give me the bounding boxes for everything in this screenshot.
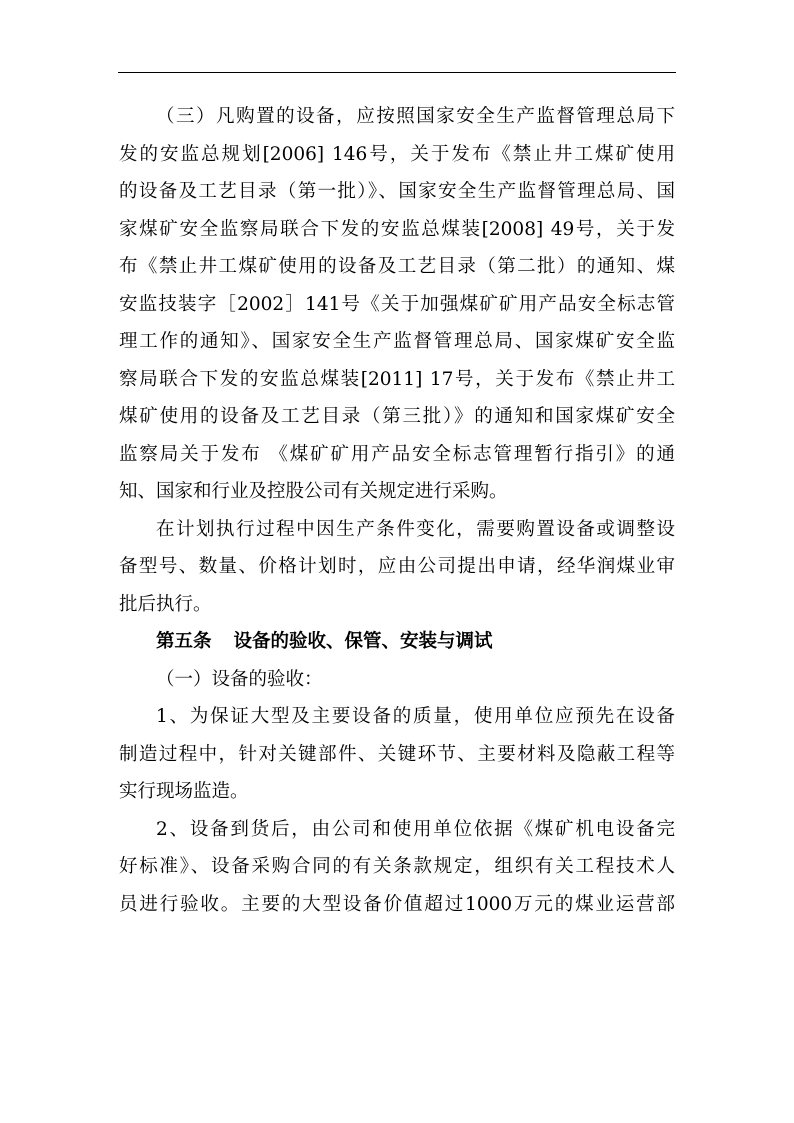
article-heading <box>119 623 675 661</box>
text-line: 1、为保证大型及主要设备的质量，使用单位应预先在设备 <box>156 706 675 727</box>
paragraph-acceptance-subheading <box>119 661 675 699</box>
paragraph-plan-change <box>119 511 675 624</box>
text-line: 理工作的通知》、国家安全生产监督管理总局、国家煤矿安全监 <box>119 331 675 352</box>
text-line: （一）设备的验收： <box>156 668 323 690</box>
text-line: 实行现场监造。 <box>119 781 249 802</box>
text-line: 察局联合下发的安监总煤装[2011] 17号，关于发布《禁止井工 <box>119 368 675 390</box>
text-line: 好标准》、设备采购合同的有关条款规定，组织有关工程技术人 <box>119 856 675 877</box>
text-line: 备型号、数量、价格计划时，应由公司提出申请，经华润煤业审 <box>119 556 675 577</box>
paragraph-item-1 <box>119 698 675 811</box>
text-line: 监察局关于发布 《煤矿矿用产品安全标志管理暂行指引》的通 <box>119 443 675 465</box>
article-number: 第五条 <box>156 631 212 652</box>
text-line: 2、设备到货后，由公司和使用单位依据《煤矿机电设备完 <box>156 818 675 840</box>
text-line: 在计划执行过程中因生产条件变化，需要购置设备或调整设 <box>156 518 675 540</box>
text-line: 布《禁止井工煤矿使用的设备及工艺目录（第二批）的通知、煤 <box>119 256 675 277</box>
text-line: 知、国家和行业及控股公司有关规定进行采购。 <box>119 481 508 502</box>
paragraph-item-2 <box>119 811 675 924</box>
header-rule <box>118 72 676 73</box>
text-line: 制造过程中，针对关键部件、关键环节、主要材料及隐蔽工程等 <box>119 743 675 765</box>
text-line: 安监技装字［2002］141号《关于加强煤矿矿用产品安全标志管 <box>119 293 675 315</box>
text-line: 煤矿使用的设备及工艺目录（第三批）》的通知和国家煤矿安全 <box>119 406 675 427</box>
text-line: 员进行验收。主要的大型设备价值超过1000万元的煤业运营部 <box>119 893 675 915</box>
paragraph-procurement-regulations <box>119 98 675 511</box>
text-line: 家煤矿安全监察局联合下发的安监总煤装[2008] 49号，关于发 <box>119 218 675 240</box>
text-line: 批后执行。 <box>119 593 212 615</box>
text-line: （三）凡购置的设备，应按照国家安全生产监督管理总局下 <box>156 106 675 127</box>
text-line: 发的安监总规划[2006] 146号，关于发布《禁止井工煤矿使用 <box>119 143 675 165</box>
article-title: 设备的验收、保管、安装与调试 <box>233 631 493 652</box>
document-body <box>119 98 675 923</box>
text-line: 的设备及工艺目录（第一批）》、国家安全生产监督管理总局、国 <box>119 181 675 202</box>
